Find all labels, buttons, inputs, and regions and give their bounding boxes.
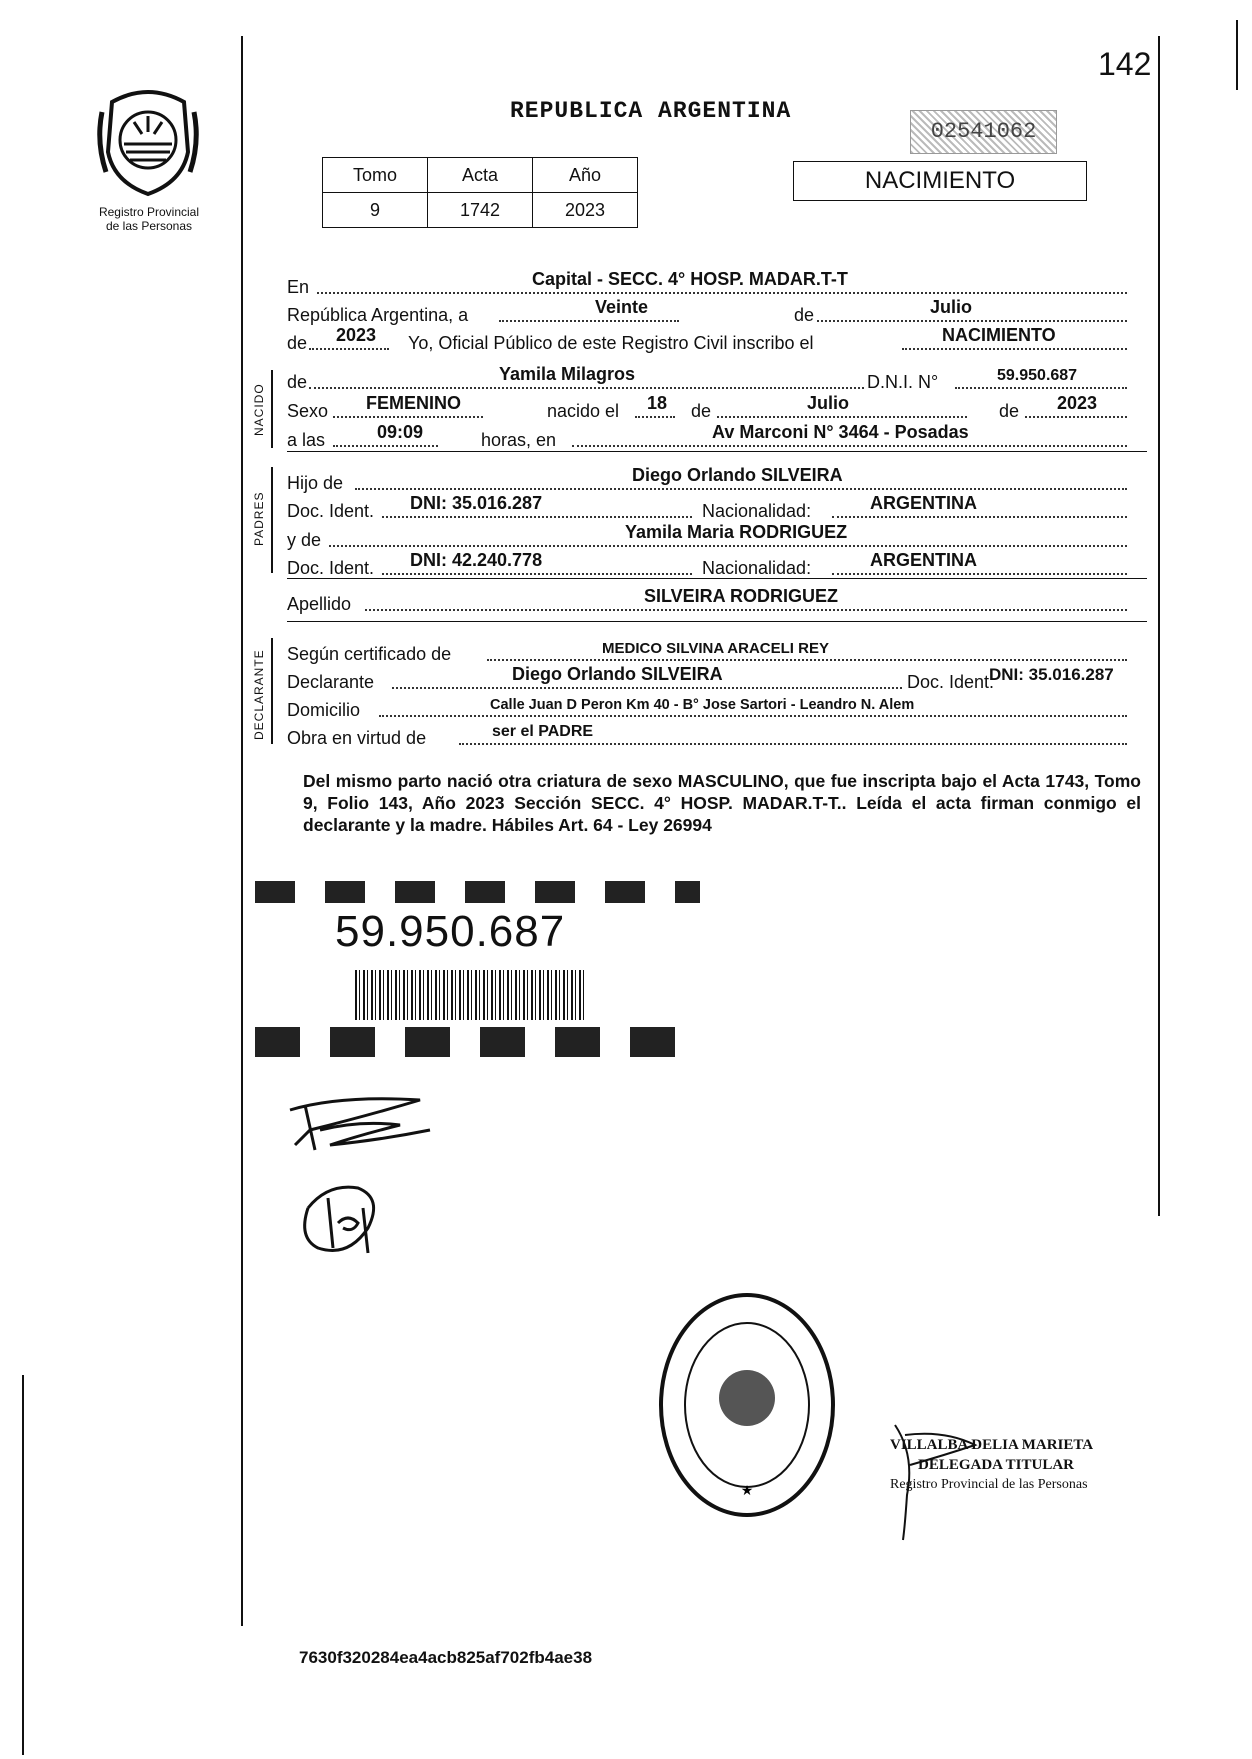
document-hash: 7630f320284ea4acb825af702fb4ae38 — [299, 1648, 593, 1667]
dots-place — [572, 445, 1127, 447]
official-office: Registro Provincial de las Personas — [890, 1477, 1088, 1492]
dots-day — [499, 320, 679, 322]
label-sexo: Sexo — [287, 401, 329, 421]
declarante-bar — [271, 638, 273, 744]
row-father — [287, 464, 1147, 494]
row-sex-birth — [287, 392, 1147, 422]
id-sticker — [255, 875, 715, 1075]
label-nacido: nacido el — [547, 401, 620, 421]
dots-mother-nat — [832, 573, 1127, 575]
row-certificate — [287, 635, 1147, 665]
label-alas: a las — [287, 430, 326, 450]
row-mother-doc — [287, 549, 1147, 579]
value-place-of-record: Capital - SECC. 4° HOSP. MADAR.T-T — [532, 269, 848, 289]
value-birth-year: 2023 — [1057, 393, 1098, 413]
label-de4: de — [691, 401, 712, 421]
row-name — [287, 363, 1147, 393]
nacido-bar — [271, 370, 273, 448]
value-mother: Yamila Maria RODRIGUEZ — [625, 522, 848, 542]
official-role: DELEGADA TITULAR — [918, 1457, 1075, 1473]
padres-bar — [271, 467, 273, 573]
serial-number: 02541062 — [930, 119, 1037, 144]
side-label-nacido: NACIDO — [252, 383, 266, 436]
dots-declarant — [392, 687, 902, 689]
dots-name — [309, 387, 864, 389]
divider-padres — [287, 578, 1147, 579]
value-father-nat: ARGENTINA — [870, 493, 977, 513]
dots-sexo — [333, 416, 483, 418]
label-declarante: Declarante — [287, 672, 375, 692]
label-obra: Obra en virtud de — [287, 728, 427, 748]
seal-icon — [655, 1290, 840, 1520]
barcode — [355, 970, 585, 1020]
logo-caption-line2: de las Personas — [105, 219, 193, 233]
table-value-acta: 1742 — [428, 193, 533, 228]
sticker-bottom-band — [255, 1027, 700, 1057]
dots-dni — [955, 387, 1127, 389]
logo-caption-line1: Registro Provincial — [98, 205, 200, 219]
side-label-padres: PADRES — [252, 491, 266, 546]
left-edge-mark — [22, 1375, 24, 1755]
dots-domicile — [379, 715, 1127, 717]
registry-seal — [655, 1290, 840, 1520]
row-surname — [287, 585, 1147, 615]
dots-mother-doc — [382, 573, 692, 575]
value-sexo: FEMENINO — [366, 393, 462, 413]
page-edge-mark — [1236, 20, 1238, 90]
label-yde: y de — [287, 530, 322, 550]
value-declarant-doc: DNI: 35.016.287 — [989, 665, 1114, 684]
value-mother-nat: ARGENTINA — [870, 550, 977, 570]
divider-apellido — [287, 621, 1147, 622]
value-declarant: Diego Orlando SILVEIRA — [512, 664, 723, 684]
dots-cert — [487, 659, 1127, 661]
value-place: Av Marconi N° 3464 - Posadas — [712, 422, 969, 442]
dots-year — [309, 348, 389, 350]
id-number: 59.950.687 — [335, 907, 566, 956]
row-en — [287, 268, 1147, 298]
row-father-doc — [287, 492, 1147, 522]
label-dni: D.N.I. N° — [867, 372, 939, 392]
dots-surname — [365, 609, 1127, 611]
value-mother-doc: DNI: 42.240.778 — [410, 550, 543, 570]
label-doc3: Doc. Ident. — [907, 672, 995, 692]
dots-father — [355, 488, 1127, 490]
value-cert: MEDICO SILVINA ARACELI REY — [602, 640, 829, 657]
left-margin-line — [241, 36, 243, 1626]
dots-father-nat — [832, 516, 1127, 518]
label-republica: República Argentina, a — [287, 305, 469, 325]
sticker-top-band — [255, 881, 700, 903]
divider-nacido — [287, 451, 1147, 452]
table-header-acta: Acta — [428, 158, 533, 193]
value-birth-day: 18 — [647, 393, 668, 413]
right-margin-line — [1158, 36, 1160, 1216]
label-en: En — [287, 277, 310, 297]
dots-month — [817, 320, 1127, 322]
label-horas: horas, en — [481, 430, 557, 450]
value-year: 2023 — [336, 325, 377, 345]
row-virtue — [287, 719, 1147, 749]
label-hijo: Hijo de — [287, 473, 344, 493]
dots-mother — [329, 545, 1127, 547]
label-de: de — [794, 305, 815, 325]
declarant-signature — [280, 1090, 440, 1160]
page-number: 142 — [1098, 46, 1152, 82]
label-de5: de — [999, 401, 1020, 421]
value-father-doc: DNI: 35.016.287 — [410, 493, 543, 513]
side-label-declarante: DECLARANTE — [252, 649, 266, 740]
label-de2: de — [287, 333, 308, 353]
document-title: REPUBLICA ARGENTINA — [510, 98, 792, 124]
register-table — [322, 157, 638, 228]
dots-birth-day — [635, 416, 675, 418]
label-nacionalidad: Nacionalidad: — [702, 501, 812, 521]
value-virtue: ser el PADRE — [492, 723, 594, 740]
official-signature — [885, 1415, 995, 1545]
mother-signature — [288, 1178, 398, 1268]
row-declarant — [287, 663, 1147, 693]
dots-father-doc — [382, 516, 692, 518]
twin-birth-note: Del mismo parto nació otra criatura de sexo MASCULINO, que fue inscripta bajo el Acta 1743, Tomo 9, Folio 143, Año 2023 Sección SECC. 4° HOSP. MADAR.T-T.. Leída el acta firman conmigo el declarante y la madre. Hábiles Art. 64 - Ley 26994 — [303, 771, 1141, 835]
dots-en — [317, 292, 1127, 294]
table-value-tomo: 9 — [323, 193, 428, 228]
serial-stamp — [910, 110, 1057, 154]
official-name: VILLALBA DELIA MARIETA — [890, 1437, 1094, 1453]
value-month-text: Julio — [930, 297, 973, 317]
logo-caption — [74, 205, 224, 233]
value-domicile: Calle Juan D Peron Km 40 - B° Jose Sartori - Leandro N. Alem — [490, 697, 915, 713]
value-father: Diego Orlando SILVEIRA — [632, 465, 843, 485]
province-logo — [92, 82, 204, 202]
dots-virtue — [459, 743, 1127, 745]
coat-of-arms-icon — [92, 82, 204, 202]
label-nacionalidad2: Nacionalidad: — [702, 558, 812, 578]
value-birth-month: Julio — [807, 393, 850, 413]
label-certificado: Según certificado de — [287, 644, 452, 664]
table-header-ano: Año — [533, 158, 638, 193]
label-doc2: Doc. Ident. — [287, 558, 375, 578]
row-time-place — [287, 421, 1147, 451]
value-name: Yamila Milagros — [499, 364, 636, 384]
value-day-text: Veinte — [595, 297, 649, 317]
row-date — [287, 296, 1147, 326]
value-surname: SILVEIRA RODRIGUEZ — [644, 586, 839, 606]
record-type-box: NACIMIENTO — [793, 161, 1087, 201]
row-domicile — [287, 691, 1147, 721]
dots-birth-year — [1025, 416, 1127, 418]
value-time: 09:09 — [377, 422, 424, 442]
value-dni: 59.950.687 — [997, 367, 1078, 384]
row-year — [287, 324, 1147, 354]
label-domicilio: Domicilio — [287, 700, 361, 720]
label-apellido: Apellido — [287, 594, 352, 614]
value-event: NACIMIENTO — [942, 325, 1056, 345]
dots-event — [902, 348, 1127, 350]
dots-time — [333, 445, 438, 447]
label-doc: Doc. Ident. — [287, 501, 375, 521]
label-de3: de — [287, 372, 308, 392]
label-yo: Yo, Oficial Público de este Registro Civil inscribo el — [408, 333, 814, 353]
svg-text:★: ★ — [740, 1482, 754, 1498]
table-header-tomo: Tomo — [323, 158, 428, 193]
table-value-ano: 2023 — [533, 193, 638, 228]
dots-birth-month — [717, 416, 967, 418]
row-mother — [287, 521, 1147, 551]
